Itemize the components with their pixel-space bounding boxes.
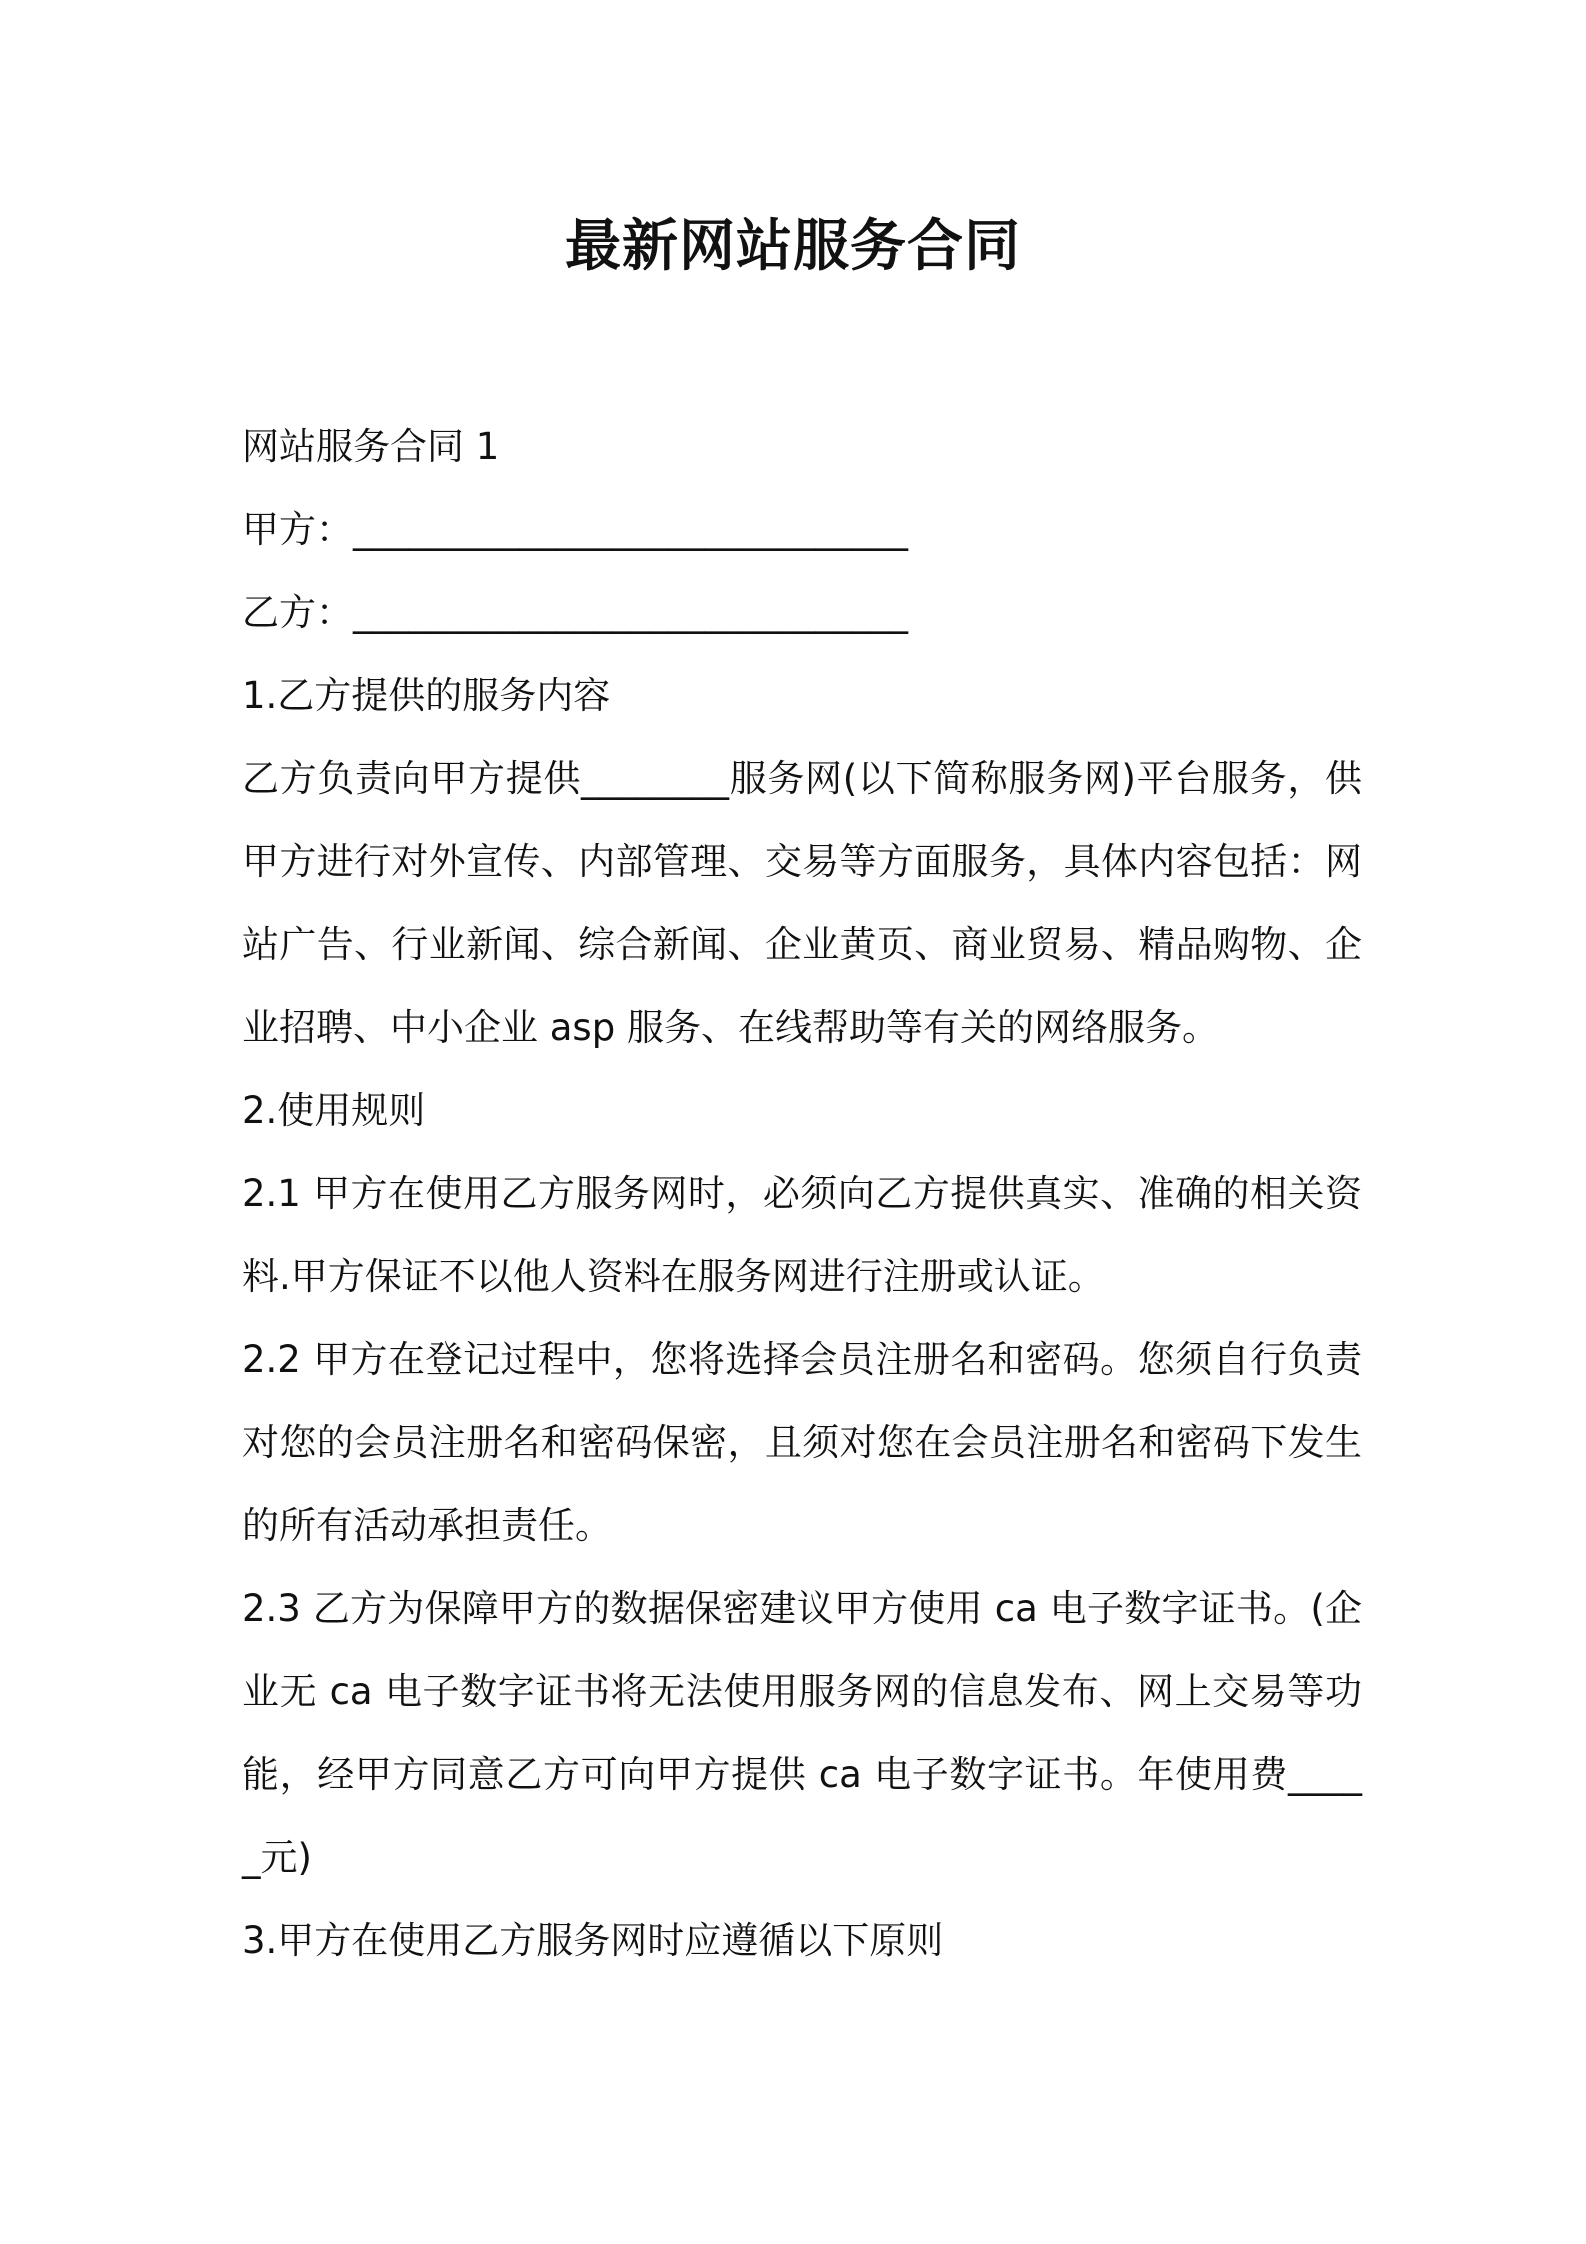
document-body	[242, 405, 1362, 1982]
document-title: 最新网站服务合同	[565, 214, 1021, 279]
clause-2-1: 2.1 甲方在使用乙方服务网时，必须向乙方提供真实、准确的相关资料.甲方保证不以他人资料在服务网进行注册或认证。	[242, 1172, 1362, 1298]
contract-subtitle: 网站服务合同 1	[242, 425, 500, 468]
clause-2-3: 2.3 乙方为保障甲方的数据保密建议甲方使用 ca 电子数字证书。(企业无 ca 电子数字证书将无法使用服务网的信息发布、网上交易等功能，经甲方同意乙方可向甲方提供 ca 电子数字证书。年使用费_____元)	[242, 1587, 1362, 1879]
party-b-line: 乙方：______________________________	[242, 591, 908, 634]
section-1-text: 乙方负责向甲方提供________服务网(以下简称服务网)平台服务，供甲方进行对外宣传、内部管理、交易等方面服务，具体内容包括：网站广告、行业新闻、综合新闻、企业黄页、商业贸易、精品购物、企业招聘、中小企业 asp 服务、在线帮助等有关的网络服务。	[242, 757, 1362, 1049]
section-3-heading: 3.甲方在使用乙方服务网时应遵循以下原则	[242, 1919, 944, 1962]
party-a-line: 甲方：______________________________	[242, 508, 908, 551]
section-2-heading: 2.使用规则	[242, 1089, 426, 1132]
section-1-heading: 1.乙方提供的服务内容	[242, 674, 611, 717]
clause-2-2: 2.2 甲方在登记过程中，您将选择会员注册名和密码。您须自行负责对您的会员注册名和密码保密，且须对您在会员注册名和密码下发生的所有活动承担责任。	[242, 1338, 1362, 1547]
